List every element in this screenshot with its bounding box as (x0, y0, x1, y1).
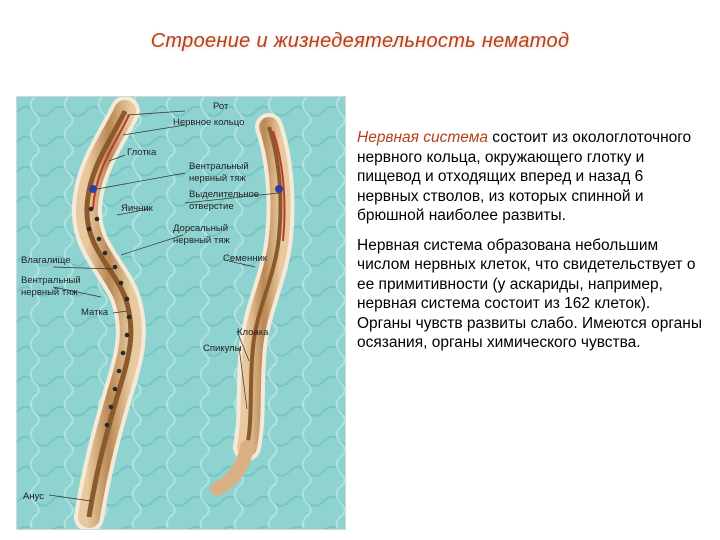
label-ventralny-1: Вентральный (189, 161, 249, 172)
label-glotka: Глотка (127, 147, 157, 158)
nematode-anatomy-figure (16, 96, 346, 530)
label-ventralny-left-1: Вентральный (21, 275, 81, 286)
label-anus: Анус (23, 491, 44, 502)
label-vydelitelnoe-1: Выделительное (189, 189, 260, 200)
label-yaichnik: Яичник (121, 203, 153, 214)
nematode-anatomy-svg (17, 97, 345, 529)
label-semennik: Семенник (223, 253, 267, 264)
label-matka: Матка (81, 307, 109, 318)
accent-term: Нервная система (357, 129, 488, 146)
text-column (357, 128, 705, 363)
cell-background (17, 97, 345, 529)
label-kloaka: Клоака (237, 327, 269, 338)
label-ventralny-left-2: нервный тяж (21, 287, 78, 298)
label-vydelitelnoe-2: отверстие (189, 201, 234, 212)
label-dorsalny-1: Дорсальный (173, 223, 229, 234)
paragraph-1-text: состоит из окологлоточного нервного кольца, окружающего глотку и пищевод и отходящих вперед и назад 6 нервных стволов, из которых спинной и брюшной наиболее развиты. (357, 129, 692, 224)
label-dorsalny-2: нервный тяж (173, 235, 230, 246)
label-vlagalische: Влагалище (21, 255, 71, 266)
label-nervnoe-koltso: Нервное кольцо (173, 117, 245, 128)
label-rot: Рот (213, 101, 229, 112)
label-spikuly: Спикулы (203, 343, 242, 354)
page-title: Строение и жизнедеятельность нематод (150, 30, 570, 52)
label-ventralny-2: нервный тяж (189, 173, 246, 184)
paragraph-2: Нервная система образована небольшим числом нервных клеток, что свидетельствует о ее примитивности (у аскариды, например, нервная система состоит из 162 клеток). Органы чувств развиты слабо. Имеются органы осязания, органы химического чувства. (357, 236, 702, 351)
paragraph-nervous-system (357, 128, 705, 226)
